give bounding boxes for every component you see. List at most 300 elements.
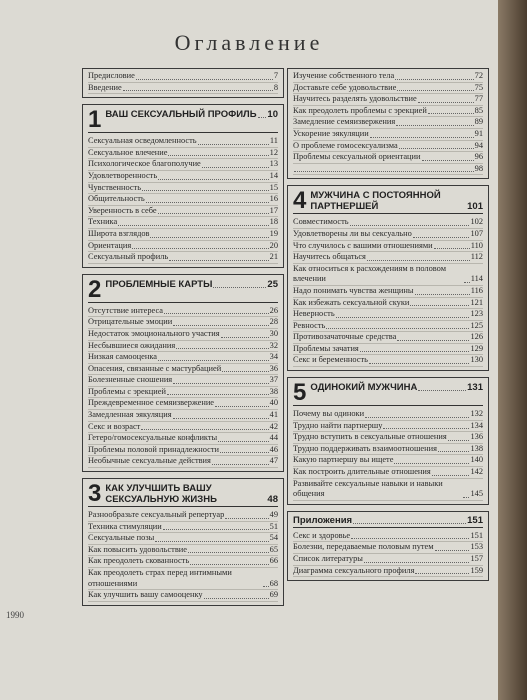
appendix-page: 151 (467, 514, 483, 526)
toc-entry-title: Как преодолеть проблемы с эрекцией (293, 105, 427, 115)
toc-entry (293, 141, 483, 153)
section-box (82, 68, 284, 98)
toc-entry (293, 479, 483, 501)
toc-entry-title: Сексуальный профиль (88, 252, 169, 262)
chapter-number: 1 (88, 106, 102, 134)
toc-entry (293, 106, 483, 118)
leader-dots (350, 225, 470, 226)
toc-entry-title: Секс и возраст (88, 421, 141, 431)
leader-dots (173, 383, 268, 384)
toc-entry-page: 75 (474, 82, 483, 92)
toc-entry-title: Сексуальные позы (88, 533, 155, 543)
toc-entry-page: 121 (470, 297, 483, 307)
chapter-page: 10 (267, 109, 278, 121)
chapter-box (82, 104, 284, 268)
toc-entry-page: 69 (269, 590, 278, 600)
leader-dots (176, 348, 268, 349)
toc-entry-page: 136 (470, 432, 483, 442)
toc-entry-page: 134 (470, 420, 483, 430)
toc-entry-title: Необычные сексуальные действия (88, 456, 211, 466)
toc-entry-title: Замедление семяизвержения (293, 117, 396, 127)
toc-entry-page: 91 (474, 128, 483, 138)
toc-entry (88, 341, 278, 353)
leader-dots (383, 428, 469, 429)
toc-entry-title: Низкая самооценка (88, 352, 157, 362)
leader-dots (428, 113, 474, 114)
toc-entry-page: 26 (269, 305, 278, 315)
toc-entry (293, 71, 483, 83)
toc-entry-page: 38 (269, 386, 278, 396)
toc-entry-page: 142 (470, 467, 483, 477)
chapter-title: КАК УЛУЧШИТЬ ВАШУ СЕКСУАЛЬНУЮ ЖИЗНЬ (105, 483, 217, 506)
toc-entry (293, 444, 483, 456)
toc-entry-page: 20 (269, 240, 278, 250)
toc-entry-title: Как повысить удовольствие (88, 544, 187, 554)
toc-entry (88, 422, 278, 434)
leader-dots (397, 90, 473, 91)
page-number: 1990 (6, 610, 24, 620)
toc-entry (293, 566, 483, 578)
toc-entry (88, 590, 278, 602)
leader-dots (365, 417, 469, 418)
leader-dots (220, 452, 269, 453)
leader-dots (158, 213, 269, 214)
toc-entry-page: 138 (470, 443, 483, 453)
toc-entry-title: Список литературы (293, 554, 363, 563)
toc-entry-title: Отрицательные эмоции (88, 317, 173, 327)
toc-entry (88, 71, 278, 83)
toc-entry (293, 117, 483, 129)
leader-dots (435, 550, 470, 551)
toc-entry-page: 19 (269, 228, 278, 238)
toc-entry-title: Уверенность в себе (88, 205, 157, 215)
toc-entry-page: 96 (474, 152, 483, 162)
toc-entry-title: Как преодолеть страх перед интимными отношениями (88, 568, 232, 588)
toc-entry-page: 15 (269, 182, 278, 192)
toc-entry-page: 151 (470, 530, 483, 540)
leader-dots (168, 155, 268, 156)
leader-dots (448, 440, 470, 441)
toc-entry (88, 533, 278, 545)
chapter-page: 101 (467, 201, 483, 213)
toc-entry (88, 83, 278, 95)
chapter-page: 131 (467, 382, 483, 394)
toc-entry (88, 217, 278, 229)
chapter-title: ВАШ СЕКСУАЛЬНЫЙ ПРОФИЛЬ (105, 109, 257, 121)
toc-entry (88, 352, 278, 364)
chapter-heading (293, 379, 483, 407)
toc-entry-title: Развивайте сексуальные навыки и навыки общения (293, 478, 443, 499)
toc-entry-title: Почему вы одиноки (293, 409, 365, 419)
toc-entry-title: Проблемы зачатия (293, 343, 359, 353)
toc-entry-title: Общительность (88, 194, 145, 204)
toc-entry (293, 455, 483, 467)
leader-dots (360, 351, 470, 352)
toc-entry-page: 46 (269, 444, 278, 454)
chapter-page: 25 (267, 278, 278, 290)
toc-entry-title: О проблеме гомосексуализма (293, 140, 398, 150)
toc-entry-page: 7 (273, 71, 278, 80)
leader-dots (326, 328, 469, 329)
toc-entry (293, 332, 483, 344)
toc-entry-page: 36 (269, 363, 278, 373)
toc-entry-page: 65 (269, 544, 278, 554)
toc-entry (88, 329, 278, 341)
toc-entry-page: 132 (470, 409, 483, 419)
leader-dots (415, 294, 470, 295)
toc-entry (88, 194, 278, 206)
appendix-box (287, 511, 489, 581)
toc-entry-page: 21 (269, 252, 278, 262)
leader-dots (353, 523, 466, 524)
leader-dots (213, 287, 266, 288)
chapter-heading (88, 275, 278, 303)
toc-entry (88, 229, 278, 241)
toc-entry-title: Предисловие (88, 71, 135, 80)
toc-entry-page: 47 (269, 456, 278, 466)
toc-entry-title: Чувственность (88, 182, 142, 192)
toc-entry-page: 49 (269, 510, 278, 520)
leader-dots (141, 429, 268, 430)
toc-entry-page: 44 (269, 433, 278, 443)
toc-entry-title: Проблемы половой принадлежности (88, 444, 220, 454)
chapter-heading (293, 187, 483, 215)
toc-entry (293, 252, 483, 264)
toc-entry-title: Надо понимать чувства женщины (293, 285, 414, 295)
chapter-number: 3 (88, 480, 102, 508)
leader-dots (397, 340, 469, 341)
toc-entry-title: Сексуальное влечение (88, 147, 168, 157)
leader-dots (158, 360, 269, 361)
toc-entry-title: Техника стимуляции (88, 521, 162, 531)
toc-entry-title: Научитесь общаться (293, 252, 366, 262)
toc-entry (88, 148, 278, 160)
chapter-page: 48 (267, 494, 278, 506)
leader-dots (415, 573, 469, 574)
toc-entry (88, 241, 278, 253)
toc-entry-title: Проблемы сексуальной ориентации (293, 152, 421, 162)
toc-entry (88, 398, 278, 410)
leader-dots (167, 394, 269, 395)
toc-entry-title: Трудно поддерживать взаимоотношения (293, 443, 437, 453)
toc-entry (88, 317, 278, 329)
toc-entry (88, 433, 278, 445)
chapter-title: ПРОБЛЕМНЫЕ КАРТЫ (105, 278, 213, 290)
toc-entry (88, 171, 278, 183)
toc-entry-page: 41 (269, 410, 278, 420)
toc-entry (293, 241, 483, 253)
toc-entry-page: 114 (470, 274, 483, 284)
leader-dots (263, 586, 269, 587)
toc-entry (293, 83, 483, 95)
toc-entry (293, 217, 483, 229)
toc-entry (88, 522, 278, 534)
leader-dots (118, 225, 268, 226)
toc-entry (293, 355, 483, 367)
toc-entry (293, 554, 483, 566)
leader-dots (364, 562, 470, 563)
toc-entry (88, 159, 278, 171)
toc-entry-page: 102 (470, 217, 483, 227)
chapter-box (82, 478, 284, 606)
toc-entry-title: Совместимость (293, 217, 349, 227)
chapter-heading (88, 480, 278, 508)
toc-entry (293, 298, 483, 310)
toc-entry (88, 306, 278, 318)
toc-entry-title: Проблемы с эрекцией (88, 386, 166, 396)
toc-entry (88, 410, 278, 422)
toc-entry-title: Разнообразьте сексуальный репертуар (88, 510, 225, 520)
toc-entry (88, 445, 278, 457)
leader-dots (221, 337, 269, 338)
toc-entry-title: Психологическое благополучие (88, 159, 201, 169)
chapter-title-row (105, 279, 278, 290)
leader-dots (351, 538, 469, 539)
toc-entry-page: 72 (474, 71, 483, 80)
toc-entry-page: 157 (470, 554, 483, 563)
leader-dots (394, 463, 469, 464)
toc-entry (88, 387, 278, 399)
leader-dots (410, 305, 469, 306)
toc-entry-page: 89 (474, 117, 483, 127)
toc-entry (88, 556, 278, 568)
chapter-number: 2 (88, 275, 102, 303)
toc-entry-title: Что случилось с вашими отношениями (293, 240, 433, 250)
leader-dots (367, 260, 470, 261)
leader-dots (370, 137, 474, 138)
toc-entry-page: 116 (470, 285, 483, 295)
leader-dots (413, 237, 470, 238)
leader-dots (438, 451, 470, 452)
leader-dots (399, 148, 474, 149)
toc-entry-page: 42 (269, 421, 278, 431)
toc-entry (88, 252, 278, 264)
toc-entry-title: Диаграмма сексуального профиля (293, 565, 415, 575)
leader-dots (132, 248, 268, 249)
toc-entry-page: 32 (269, 340, 278, 350)
toc-entry-title: Удовлетворенность (88, 170, 158, 180)
toc-entry-title: Удовлетворены ли вы сексуально (293, 228, 412, 238)
toc-entry-title: Как построить длительные отношения (293, 467, 431, 477)
leader-dots (418, 390, 466, 391)
leader-dots (150, 237, 268, 238)
leader-dots (146, 202, 269, 203)
leader-dots (212, 464, 269, 465)
toc-entry (88, 375, 278, 387)
toc-entry (293, 344, 483, 356)
toc-entry-title: Болезненные сношения (88, 375, 173, 385)
toc-entry-page: 68 (269, 578, 278, 588)
toc-entry-title: Как относиться к расхождениям в половом влечении (293, 263, 447, 284)
leader-dots (336, 317, 470, 318)
leader-dots (225, 518, 268, 519)
toc-entry-page: 12 (269, 147, 278, 157)
page-title: Оглавление (174, 30, 324, 55)
toc-entry-title: Секс и здоровье (293, 530, 351, 540)
chapter-box (287, 377, 489, 505)
leader-dots (418, 102, 474, 103)
toc-entry-page: 51 (269, 521, 278, 531)
toc-entry-page: 85 (474, 105, 483, 115)
toc-entry (293, 164, 483, 176)
toc-entry-title: Техника (88, 217, 118, 227)
toc-entry-title: Как преодолеть скованность (88, 556, 190, 566)
toc-entry-page: 37 (269, 375, 278, 385)
leader-dots (218, 441, 268, 442)
toc-entry-page: 16 (269, 194, 278, 204)
toc-entry-title: Доставьте себе удовольствие (293, 82, 397, 92)
toc-entry-page: 13 (269, 159, 278, 169)
toc-left-column (82, 68, 284, 612)
leader-dots (155, 541, 268, 542)
toc-entry-title: Сексуальная осведомленность (88, 136, 197, 146)
chapter-heading (88, 106, 278, 134)
toc-entry-title: Несбывшиеся ожидания (88, 340, 176, 350)
leader-dots (432, 475, 470, 476)
toc-entry-title: Как избежать сексуальной скуки (293, 297, 410, 307)
toc-entry (88, 183, 278, 195)
toc-entry-title: Противозачаточные средства (293, 332, 397, 342)
chapter-title-row (105, 483, 278, 505)
toc-entry-title: Ускорение эякуляции (293, 128, 369, 138)
toc-entry (293, 129, 483, 141)
leader-dots (294, 171, 474, 172)
toc-entry-title: Какую партнершу вы ищете (293, 455, 394, 465)
toc-entry-title: Болезни, передаваемые половым путем (293, 542, 434, 552)
toc-entry-title: Опасения, связанные с мастурбацией (88, 363, 222, 373)
toc-entry (88, 136, 278, 148)
chapter-title-row (105, 109, 278, 120)
page-edge (498, 0, 527, 700)
toc-entry (293, 542, 483, 554)
toc-entry (293, 264, 483, 286)
toc-entry-title: Как улучшить вашу самооценку (88, 590, 203, 600)
leader-dots (163, 529, 269, 530)
chapter-title-row (310, 382, 483, 393)
toc-entry-title: Широта взглядов (88, 228, 150, 238)
leader-dots (169, 260, 268, 261)
toc-entry-title: Преждевременное семяизвержение (88, 398, 215, 408)
toc-entry-page: 140 (470, 455, 483, 465)
leader-dots (258, 117, 267, 118)
toc-entry-page: 66 (269, 556, 278, 566)
toc-entry-title: Трудно найти партнершу (293, 420, 383, 430)
leader-dots (190, 564, 268, 565)
toc-entry-page: 30 (269, 328, 278, 338)
toc-entry-page: 94 (474, 140, 483, 150)
chapter-number: 4 (293, 187, 307, 215)
leader-dots (202, 167, 269, 168)
toc-entry-title: Трудно вступить в сексуальные отношения (293, 432, 447, 442)
toc-entry-page: 17 (269, 205, 278, 215)
toc-entry (293, 467, 483, 479)
toc-entry-page: 11 (269, 136, 278, 146)
toc-entry-title: Гетеро/гомосексуальные конфликты (88, 433, 218, 443)
toc-entry-page: 153 (470, 542, 483, 552)
toc-entry-page: 107 (470, 228, 483, 238)
toc-entry-page: 14 (269, 170, 278, 180)
toc-entry-page: 112 (470, 252, 483, 262)
toc-entry (88, 456, 278, 468)
toc-entry (293, 432, 483, 444)
toc-entry (293, 309, 483, 321)
toc-right-column (287, 68, 489, 587)
toc-entry-title: Ревность (293, 320, 326, 330)
toc-entry-page: 98 (474, 163, 483, 173)
chapter-number: 5 (293, 379, 307, 407)
toc-entry-page: 145 (470, 489, 483, 499)
toc-entry-title: Научитесь разделять удовольствие (293, 94, 417, 104)
leader-dots (464, 282, 470, 283)
toc-entry-title: Изучение собственного тела (293, 71, 395, 80)
toc-entry (293, 531, 483, 543)
chapter-title: ОДИНОКИЙ МУЖЧИНА (310, 382, 418, 394)
toc-entry (293, 152, 483, 164)
leader-dots (369, 363, 469, 364)
leader-dots (204, 598, 269, 599)
toc-entry (293, 286, 483, 298)
toc-entry (293, 409, 483, 421)
leader-dots (198, 144, 269, 145)
toc-entry-page: 129 (470, 343, 483, 353)
toc-entry-page: 125 (470, 320, 483, 330)
leader-dots (422, 160, 474, 161)
toc-entry-page: 130 (470, 355, 483, 365)
appendix-title: Приложения (293, 514, 353, 526)
leader-dots (136, 79, 273, 80)
chapter-title-row (310, 190, 483, 212)
appendix-heading (293, 515, 483, 528)
toc-entry-title: Ориентация (88, 240, 132, 250)
leader-dots (173, 418, 269, 419)
leader-dots (188, 552, 269, 553)
chapter-title: МУЖЧИНА С ПОСТОЯННОЙ ПАРТНЕРШЕЙ (310, 190, 441, 213)
toc-entry-title: Неверность (293, 309, 335, 319)
leader-dots (395, 79, 473, 80)
leader-dots (463, 497, 469, 498)
toc-entry-page: 159 (470, 565, 483, 575)
toc-entry-page: 54 (269, 533, 278, 543)
chapter-box (82, 274, 284, 472)
toc-entry-page: 77 (474, 94, 483, 104)
leader-dots (123, 90, 273, 91)
section-box (287, 68, 489, 179)
toc-entry-title: Отсутствие интереса (88, 305, 163, 315)
toc-entry (293, 94, 483, 106)
toc-entry-page: 28 (269, 317, 278, 327)
leader-dots (396, 125, 473, 126)
toc-entry (88, 364, 278, 376)
toc-entry-title: Введение (88, 82, 122, 92)
leader-dots (158, 179, 268, 180)
toc-entry (88, 510, 278, 522)
chapter-box (287, 185, 489, 371)
leader-dots (434, 248, 470, 249)
toc-entry-page: 40 (269, 398, 278, 408)
toc-entry (88, 206, 278, 218)
leader-dots (222, 371, 268, 372)
toc-entry (293, 421, 483, 433)
toc-entry-page: 126 (470, 332, 483, 342)
toc-entry (293, 229, 483, 241)
toc-entry-page: 8 (273, 82, 278, 92)
toc-entry-page: 34 (269, 352, 278, 362)
leader-dots (142, 190, 269, 191)
toc-entry (88, 568, 278, 590)
leader-dots (164, 313, 269, 314)
toc-entry-page: 123 (470, 309, 483, 319)
toc-entry-page: 110 (470, 240, 483, 250)
